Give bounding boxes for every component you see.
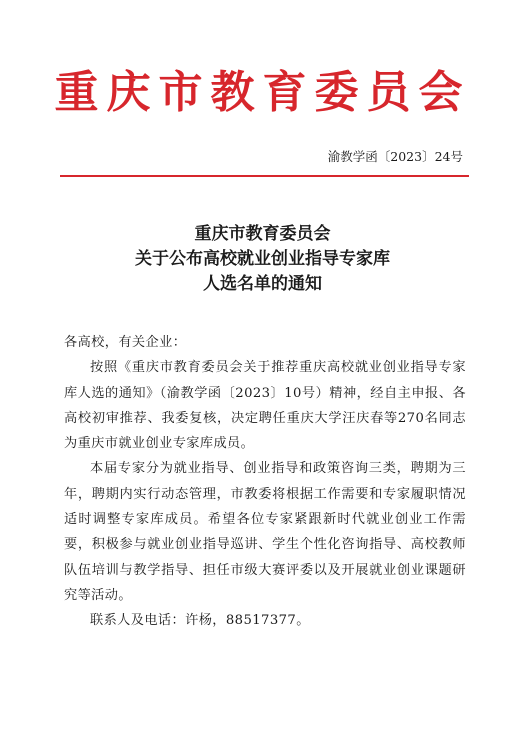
title-line-3: 人选名单的通知 [203, 274, 322, 294]
title-line-2: 关于公布高校就业创业指导专家库 [135, 249, 390, 269]
document-title [0, 222, 525, 297]
contact-info: 联系人及电话：许杨，88517377。 [90, 613, 310, 629]
masthead-divider [60, 175, 469, 177]
paragraph-appointment: 按照《重庆市教育委员会关于推荐重庆高校就业创业指导专家库人选的通知》（渝教学函〔2023〕10号）精神，经自主申报、各高校初审推荐、我委复核，决定聘任重庆大学汪庆春等270名同志为重庆市就业创业专家库成员。 [64, 360, 466, 452]
paragraph-term: 本届专家分为就业指导、创业指导和政策咨询三类，聘期为三年，聘期内实行动态管理，市教委将根据工作需要和专家履职情况适时调整专家库成员。希望各位专家紧跟新时代就业创业工作需要，积极参与就业创业指导巡讲、学生个性化咨询指导、高校教师队伍培训与教学指导、担任市级大赛评委以及开展就业创业课题研究等活动。 [64, 461, 466, 603]
masthead-org-name: 重庆市教育委员会 [54, 67, 471, 118]
document-body [64, 330, 466, 634]
title-line-1: 重庆市教育委员会 [194, 224, 331, 244]
document-number: 渝教学函〔2023〕24号 [327, 149, 463, 164]
salutation: 各高校，有关企业： [64, 335, 187, 350]
